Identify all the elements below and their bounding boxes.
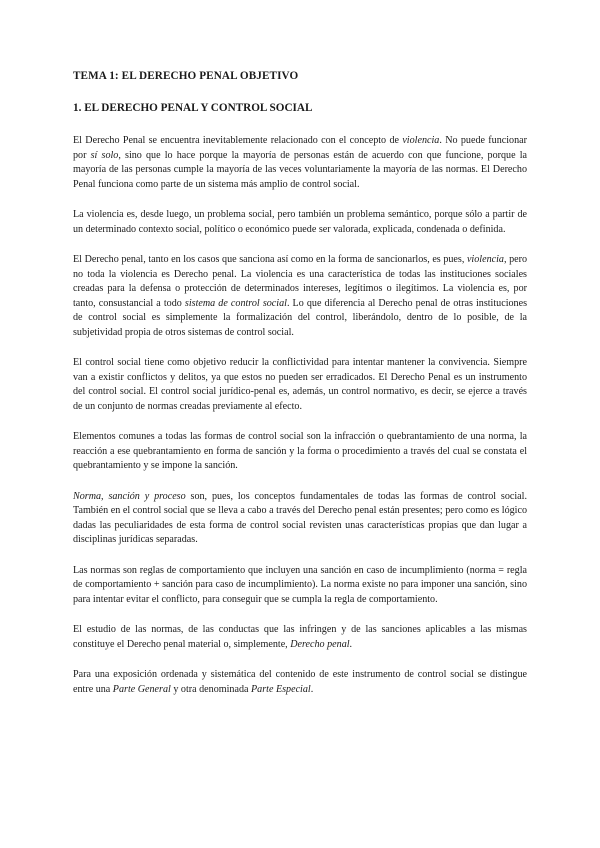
paragraph-6 xyxy=(73,490,527,548)
paragraph-9 xyxy=(73,668,527,697)
paragraph-1-text-a: El Derecho Penal se encuentra inevitablemente relacionado con el concepto de xyxy=(73,135,403,146)
paragraph-9-emphasis-b: Parte Especial xyxy=(251,683,311,695)
paragraph-3-text-c: . Lo que diferencia al Derecho penal de otras instituciones de control social es simplemente la formalización del control, liberándolo, dentro de lo posible, de la subjetividad propia de otros sistemas de control social. xyxy=(73,297,527,338)
paragraph-4: El control social tiene como objetivo reducir la conflictividad para intentar mantener la convivencia. Siempre van a existir conflictos y delitos, ya que estos no pueden ser erradicados. El Derecho Penal es un instrumento del control social. El control social jurídico-penal es, además, un control normativo, es decir, se ejerce a través de un conjunto de normas creadas previamente al efecto. xyxy=(73,357,527,412)
paragraph-9-text-b: y otra denominada xyxy=(170,683,251,695)
paragraph-9-text-c: . xyxy=(310,683,314,695)
paragraph-3-text-a: El Derecho penal, tanto en los casos que sanciona así como en la forma de sancionarlos, es pues, xyxy=(73,254,467,265)
paragraph-1-emphasis-b: sí solo xyxy=(90,149,119,161)
paragraph-5: Elementos comunes a todas las formas de control social son la infracción o quebrantamiento de una norma, la reacción a ese quebrantamiento en forma de sanción y la forma o procedimiento a través del cual se constata el quebrantamiento y se impone la sanción. xyxy=(73,431,527,471)
paragraph-3-emphasis-a: violencia xyxy=(466,254,504,265)
paragraph-8-text-a: El estudio de las normas, de las conductas que las infringen y de las sanciones aplicables a las mismas constituye el Derecho penal material o, simplemente, xyxy=(73,624,527,650)
paragraph-3-emphasis-b: sistema de control social xyxy=(184,297,287,309)
paragraph-6-emphasis-a: Norma, sanción y proceso xyxy=(73,490,186,502)
paragraph-6-text-a: son, pues, los conceptos fundamentales de todas las formas de control social. También en el control social que se lleva a cabo a través del Derecho penal están presentes; pero como es lógico dadas las peculiaridades de esta forma de control social revisten unas características propias que dan lugar a disciplinas jurídicas separadas. xyxy=(73,490,527,545)
paragraph-1-text-b: . No puede funcionar por xyxy=(73,135,527,161)
paragraph-8-emphasis-a: Derecho penal xyxy=(290,638,350,650)
paragraph-3-text-b: , pero no toda la violencia es Derecho penal. La violencia es una característica de todas las instituciones sociales creadas para la defensa o protección de determinados intereses, legítimos o ilegítimos. La violencia es, por tanto, consustancial a todo xyxy=(73,254,528,309)
paragraph-2: La violencia es, desde luego, un problema social, pero también un problema semántico, porque sólo a partir de un determinado contexto social, político o económico puede ser valorada, explicada, condenada o definida. xyxy=(73,209,527,235)
paragraph-8 xyxy=(73,623,527,652)
paragraph-1-emphasis-a: violencia xyxy=(402,135,440,146)
document-title: TEMA 1: EL DERECHO PENAL OBJETIVO xyxy=(73,70,299,82)
section-heading: 1. EL DERECHO PENAL Y CONTROL SOCIAL xyxy=(73,102,313,114)
paragraph-8-text-b: . xyxy=(349,638,353,650)
paragraph-3 xyxy=(73,253,527,340)
paragraph-1-text-c: , sino que lo hace porque la mayoría de personas están de acuerdo con que funcione, porque la mayoría de las personas cumple la mayoría de las veces voluntariamente la mayoría de las normas. El Derecho Penal funciona como parte de un sistema más amplio de control social. xyxy=(73,149,527,190)
paragraph-1 xyxy=(73,134,527,192)
paragraph-7: Las normas son reglas de comportamiento que incluyen una sanción en caso de incumplimiento (norma = regla de comportamiento + sanción para caso de incumplimiento). La norma existe no para imponer una sanción, sino para intentar evitar el conflicto, para conseguir que se cumpla la regla de comportamiento. xyxy=(73,564,527,605)
paragraph-9-text-a: Para una exposición ordenada y sistemática del contenido de este instrumento de control social se distingue entre una xyxy=(73,669,527,695)
paragraph-9-emphasis-a: Parte General xyxy=(112,683,171,695)
